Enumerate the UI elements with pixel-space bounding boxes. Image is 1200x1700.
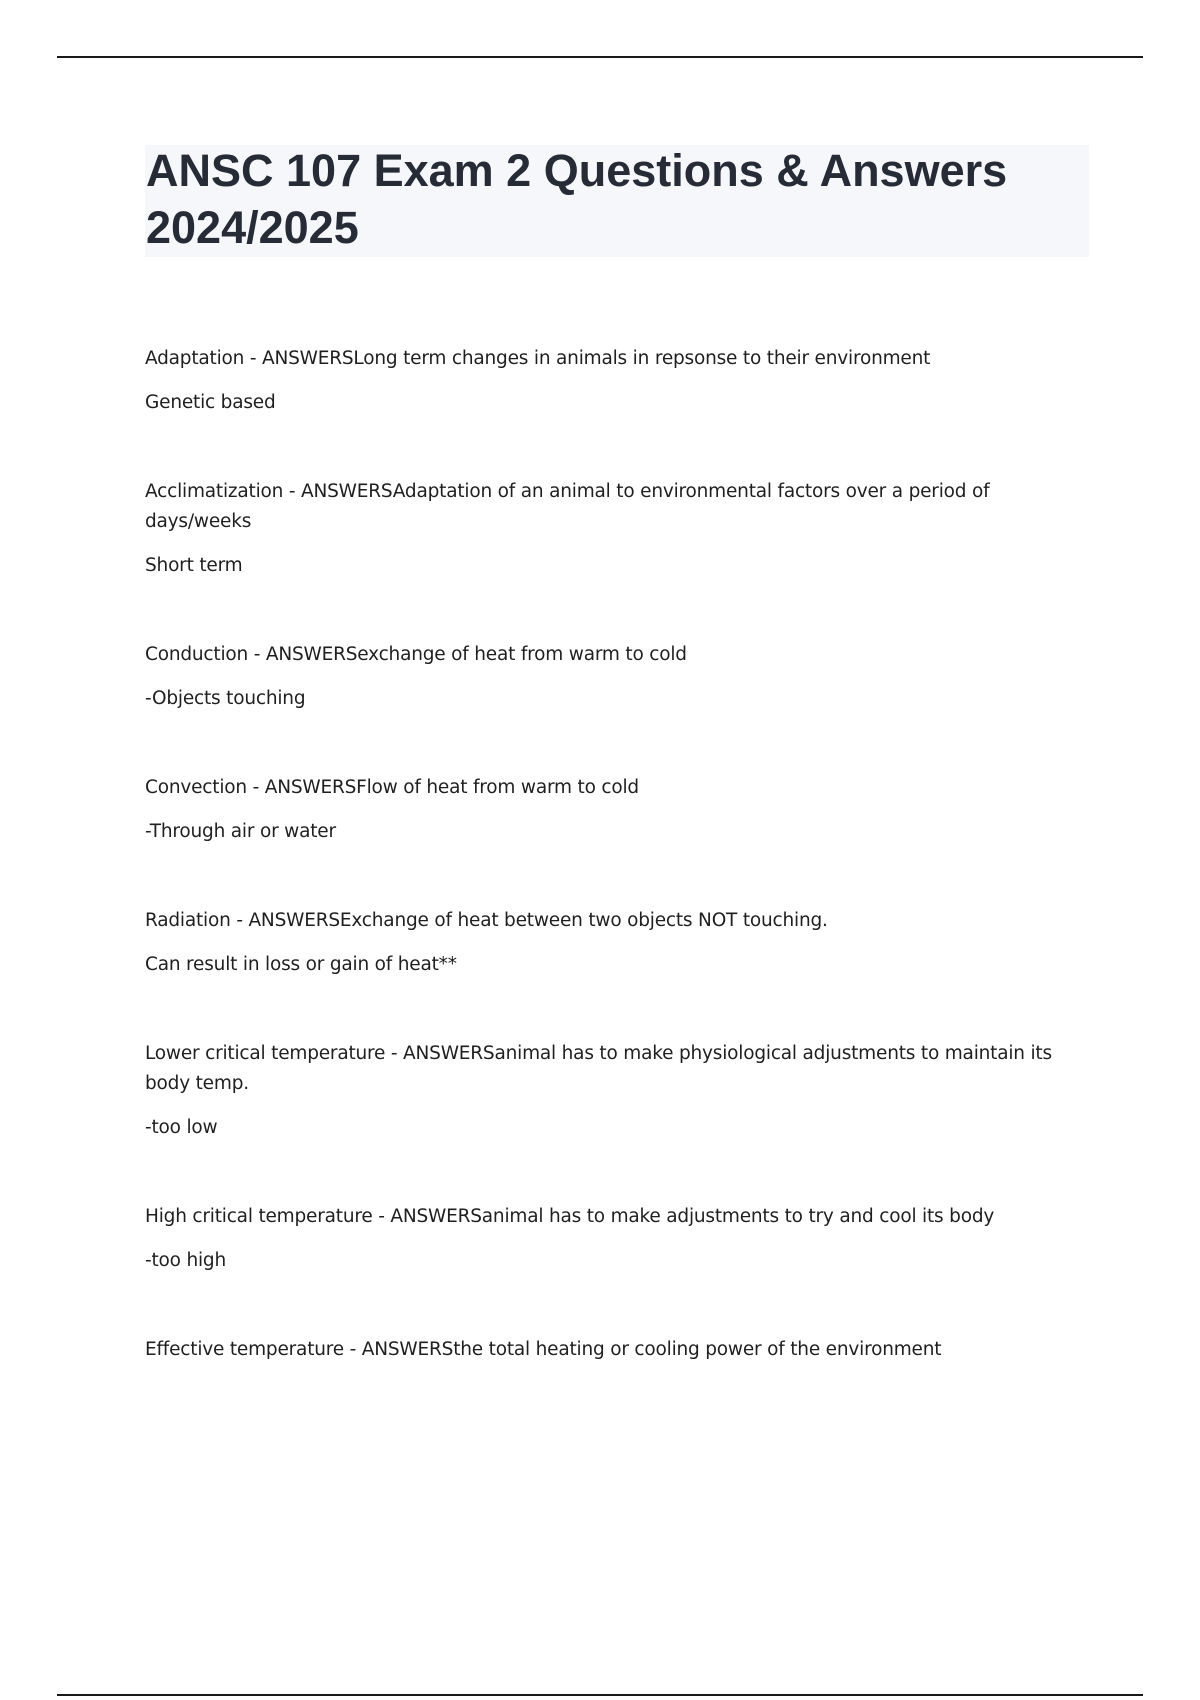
- qa-term-line: High critical temperature - ANSWERSanimal has to make adjustments to try and cool its body: [145, 1206, 995, 1227]
- qa-term-line: Acclimatization - ANSWERSAdaptation of an animal to environmental factors over a period of days/weeks: [145, 481, 990, 532]
- qa-detail: -too high: [145, 1250, 226, 1271]
- qa-entry-conduction: [145, 640, 1095, 714]
- qa-term-line: Effective temperature - ANSWERSthe total heating or cooling power of the environment: [145, 1339, 942, 1360]
- qa-entry-radiation: [145, 906, 1095, 980]
- qa-term-line: Adaptation - ANSWERSLong term changes in animals in repsonse to their environment: [145, 348, 931, 369]
- bottom-divider: [57, 1694, 1143, 1696]
- qa-detail: -Through air or water: [145, 821, 336, 842]
- qa-entry-adaptation: [145, 344, 1095, 418]
- qa-term-line: Conduction - ANSWERSexchange of heat from warm to cold: [145, 644, 687, 665]
- qa-entry-effective-temperature: [145, 1335, 1095, 1365]
- qa-term-line: Radiation - ANSWERSExchange of heat between two objects NOT touching.: [145, 910, 828, 931]
- qa-entry-high-critical-temperature: [145, 1202, 1095, 1276]
- qa-entry-acclimatization: [145, 477, 1095, 581]
- qa-detail: -Objects touching: [145, 688, 306, 709]
- qa-term-line: Convection - ANSWERSFlow of heat from warm to cold: [145, 777, 639, 798]
- qa-entry-convection: [145, 773, 1095, 847]
- qa-term-line: Lower critical temperature - ANSWERSanimal has to make physiological adjustments to maintain its body temp.: [145, 1043, 1052, 1094]
- qa-list: [145, 344, 1095, 1424]
- qa-detail: Short term: [145, 555, 243, 576]
- top-divider: [57, 56, 1143, 58]
- document-title: ANSC 107 Exam 2 Questions & Answers 2024/2025: [146, 145, 1008, 253]
- qa-detail: Genetic based: [145, 392, 276, 413]
- qa-entry-lower-critical-temperature: [145, 1039, 1095, 1143]
- qa-detail: Can result in loss or gain of heat**: [145, 954, 457, 975]
- qa-detail: -too low: [145, 1117, 218, 1138]
